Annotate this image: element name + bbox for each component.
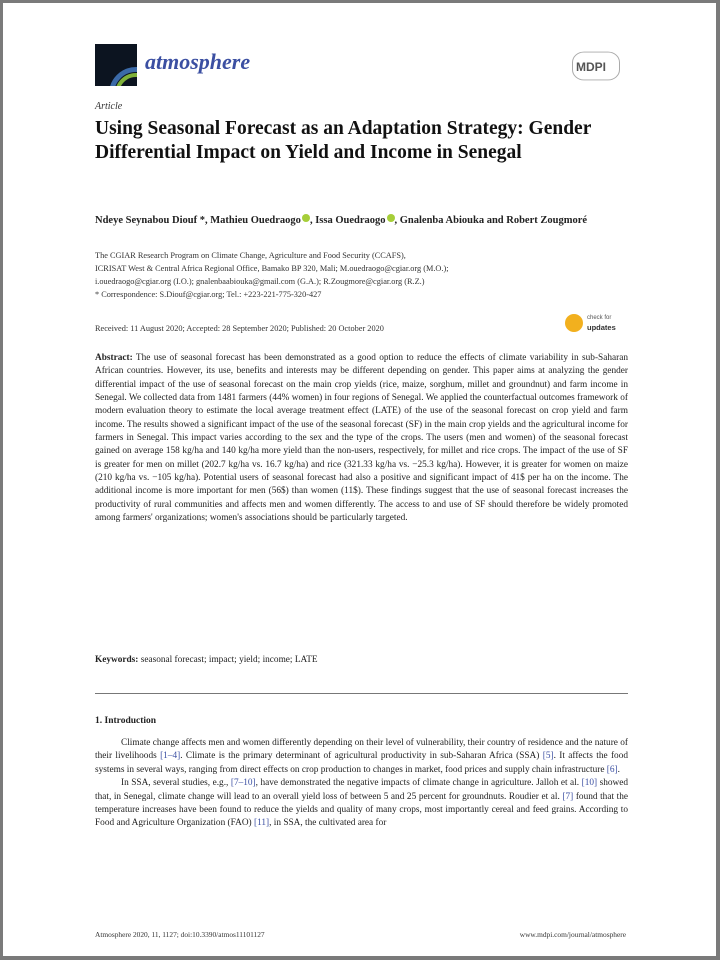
citation-link[interactable]: [1–4] [160,751,181,762]
author-list [95,212,635,229]
abstract [95,352,628,525]
paper-page [3,3,716,956]
keywords-text: seasonal forecast; impact; yield; income; LATE [138,655,318,665]
authors-part-2: , Issa Ouedraogo [309,215,386,226]
citation-link[interactable]: [5] [542,751,554,762]
section-heading: 1. Introduction [95,716,157,726]
abstract-label: Abstract: [95,353,133,363]
keywords [95,655,628,665]
article-title: Using Seasonal Forecast as an Adaptation Strategy: Gender Differential Impact on Yield and Income in Senegal [95,118,592,163]
abstract-text: The use of seasonal forecast has been demonstrated as a good option to reduce the effects of climate variability in sub-Saharan African countries. However, its use, benefits and interests may be different depending on gender. This paper aims at analyzing the gender differential impact of the use of seasonal forecast on the main crop yields (rice, maize, sorghum, millet and groundnut) and farm income in Senegal. We collected data from 1481 farmers (44% women) in four regions of Senegal. We applied the counterfactual outcomes framework of modern evaluation theory to estimate the local average treatment effect (LATE) of the use of the seasonal forecast on crop yield and farm income. The results showed a significant impact of the use of the seasonal forecast (SF) in the main crop yields and the agricultural income for farmers in Senegal. This impact varies according to the sex and the type of the crops. The users (men and women) of the seasonal forecast gained on average 158 kg/ha and 140 kg/ha more yield than the non-users, respectively, for millet and rice crops. The impact of the use of SF is greater for men on millet (202.7 kg/ha vs. 16.7 kg/ha) and rice (321.33 kg/ha vs. −25.3 kg/ha). However, it is greater for women on maize (210 kg/ha vs. −105 kg/ha). Potential users of seasonal forecast had also a positive and significant impact of 41$ per ha on the income. The additional income is more important for men (56$) than women (11$). These findings suggest that the use of seasonal forecast increases the productivity of rural communities and affects men and women differently. The access to and use of SF should therefore be widely promoted among farmers' organizations; women's associations should be particularly targeted. [95,353,628,524]
publication-dates: Received: 11 August 2020; Accepted: 28 September 2020; Published: 20 October 2020 [95,324,384,333]
mdpi-logo[interactable]: MDPI [569,48,623,80]
citation-link[interactable]: [11] [253,818,270,829]
introduction-body [95,737,628,831]
orcid-icon[interactable] [387,214,395,222]
authors-part-3: , Gnalenba Abiouka and Robert Zougmoré [394,215,588,226]
paragraph: In SSA, several studies, e.g., [7–10], have demonstrated the negative impacts of climate change in agriculture. Jalloh et al. [10] showed that, in Senegal, climate change will lead to an overall yield loss of between 5 and 25 percent for groundnuts. Roudier et al. [7] found that the temperature increases have been found to reduce the yields and quality of many crops, most importantly cereal and feed grains. According to Food and Agriculture Organization (FAO) [11], in SSA, the cultivated area for [95,778,628,829]
article-type: Article [95,101,123,112]
footer-url[interactable]: www.mdpi.com/journal/atmosphere [519,930,626,939]
footer-citation: Atmosphere 2020, 11, 1127; doi:10.3390/atmos11101127 [95,930,265,939]
journal-logo-icon [95,44,137,86]
affiliations: The CGIAR Research Program on Climate Change, Agriculture and Food Security (CCAFS), ICRISAT West & Central Africa Regional Office, Bamako BP 320, Mali; M.ouedraogo@cgiar.org (M.O.); i.ouedraogo@cgiar.org (I.O.); gnalenbaabiouka@gmail.com (G.A.); R.Zougmore@cgiar.org (R.Z.) * Correspondence: S.Diouf@cgiar.org; Tel.: +223-221-775-320-427 [95,249,635,301]
divider [95,693,628,694]
keywords-label: Keywords: [95,655,139,665]
orcid-icon[interactable] [302,214,310,222]
citation-link[interactable]: [7] [562,791,574,802]
check-updates-icon [565,314,583,332]
correspondence: * Correspondence: S.Diouf@cgiar.org; Tel.: +223-221-775-320-427 [95,290,322,299]
citation-link[interactable]: [6] [606,764,618,775]
authors-part-1: Ndeye Seynabou Diouf *, Mathieu Ouedraogo [95,215,301,226]
citation-link[interactable]: [7–10] [230,778,256,789]
check-for-updates-button[interactable]: check for updates [565,311,625,339]
journal-name[interactable]: atmosphere [145,49,251,74]
paragraph: Climate change affects men and women differently depending on their level of vulnerability, their country of residence and the nature of their livelihoods [1–4]. Climate is the primary determinant of agricultural productivity in sub-Saharan Africa (SSA) [5]. It affects the food systems in several ways, ranging from direct effects on crop production to changes in market, food prices and supply chain infrastructure [6]. [95,738,628,775]
citation-link[interactable]: [10] [581,778,598,789]
